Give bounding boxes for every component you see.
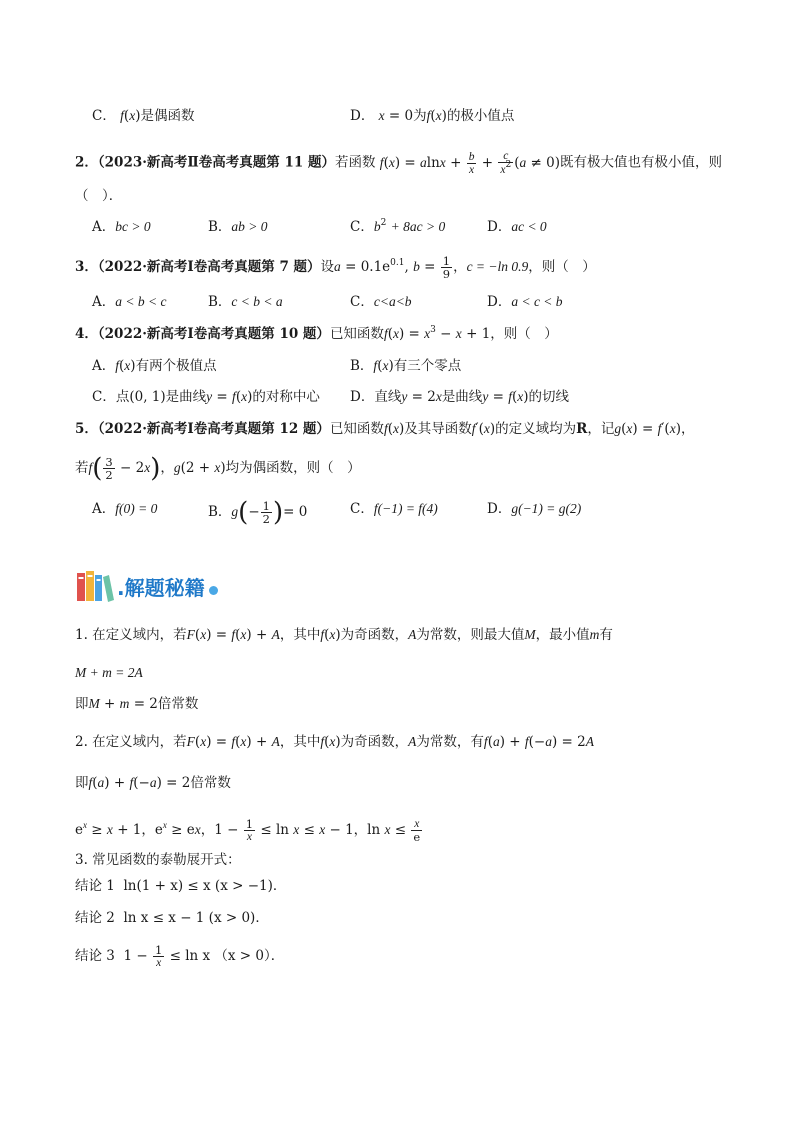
question-number: 2． — [75, 154, 98, 171]
section-title: .解题秘籍 — [117, 575, 205, 600]
option-label: B． — [208, 294, 232, 310]
option-label: A． — [92, 501, 116, 517]
math-expr: c = −ln 0.9 — [466, 259, 529, 274]
question-3-stem — [75, 255, 596, 280]
stem-text: 若函数 — [335, 154, 376, 171]
note-3: 3. 常见函数的泰勒展开式： — [75, 852, 241, 868]
option-text-3: 的对称中心 — [252, 389, 320, 405]
option-text: a < b < c — [115, 294, 167, 309]
q5-option-b: B．g(− $\frac{1}{2}$ )= 0 — [208, 497, 308, 528]
option-label: C． — [350, 219, 374, 235]
conclusion-3: 结论 3 1 − $\frac{1}{x}$ ≤ ln x （x > 0）． — [75, 943, 285, 969]
stem-sep: ， — [160, 460, 174, 476]
stem-text: 设 — [320, 259, 335, 275]
option-text: + 8ac > 0 — [390, 219, 446, 234]
option-label: A． — [92, 294, 116, 310]
note-text-4: 为常数，则最大值 — [416, 627, 525, 643]
note-text-5: ，最小值 — [535, 627, 590, 643]
option-text-2: 是曲线 — [441, 389, 483, 405]
question-source: （2022·新高考Ⅰ卷高考真题第 12 题） — [97, 421, 330, 437]
math-expr: f — [120, 108, 124, 123]
conclusion-text: ≤ ln x （x > 0）． — [169, 948, 285, 964]
note-text-3: 为奇函数， — [340, 734, 409, 750]
q5-option-d — [487, 500, 581, 518]
conclusion-1 — [75, 877, 286, 895]
stem-text: 若 — [75, 460, 89, 476]
q4-option-c: C．点(0, 1)是曲线y = f(x)的对称中心 — [92, 389, 320, 405]
math-expr: $f(x) = x^3 - x + 1$ — [383, 325, 491, 342]
option-label: C． — [350, 294, 374, 310]
note-text: 1. 在定义域内，若 — [75, 627, 187, 643]
question-number: 5． — [75, 421, 98, 437]
stem-sep: ， — [453, 259, 467, 275]
conclusion-label: 结论 1 — [75, 878, 115, 894]
separator: ， — [141, 822, 155, 838]
stem-text-3: 的定义域均为 — [495, 421, 577, 437]
option-label: B． — [208, 219, 232, 235]
option-text: bc > 0 — [115, 219, 151, 234]
q5-option-c — [350, 500, 438, 518]
option-text: 点 — [115, 389, 130, 405]
option-label: C． — [92, 108, 116, 124]
option-text: 有三个零点 — [393, 358, 462, 374]
q2-option-a — [92, 218, 151, 236]
note-1: 1. 在定义域内，若F(x) = f(x) + A，其中f(x)为奇函数，A为常数，则最大值M，最小值m有 — [75, 627, 613, 643]
note-text-2: 倍常数 — [157, 696, 199, 712]
option-label: D． — [487, 294, 512, 310]
inequalities-line: $e^x \ge x + 1$，$e^x$ ≥ ex，1 − $\frac{1}{x}$ ≤ ln x ≤ x − 1，ln x ≤ $\frac{x}{e}$ — [75, 817, 421, 844]
question-2-stem — [75, 150, 722, 176]
section-header — [75, 566, 218, 606]
option-text: f(−1) = f(4) — [373, 501, 438, 516]
q3-option-d — [487, 293, 563, 311]
note-text-2: ，其中 — [279, 734, 321, 750]
note-text-3: 为奇函数， — [340, 627, 409, 643]
option-text: a < c < b — [511, 294, 563, 309]
option-label: A． — [92, 358, 116, 374]
q3-option-b — [208, 293, 283, 311]
title-dot-icon — [209, 586, 218, 595]
note-2-conclusion: 即f(a) + f(−a) = 2倍常数 — [75, 775, 231, 791]
q4-option-d: D．直线y = 2x是曲线y = f(x)的切线 — [350, 389, 570, 405]
stem-set-R: R — [576, 421, 588, 437]
stem-text-2: ，则（ ） — [528, 259, 596, 275]
option-text-2: 的极小值点 — [446, 108, 515, 124]
option-label: D． — [350, 389, 375, 405]
option-text: 是偶函数 — [140, 108, 195, 124]
option-text: 直线 — [374, 389, 402, 405]
note-2: 2. 在定义域内，若F(x) = f(x) + A，其中f(x)为奇函数，A为常数，有f(a) + f(−a) = 2A — [75, 734, 594, 750]
stem-text-2: 及其导函数 — [404, 421, 472, 437]
option-label: C． — [350, 501, 374, 517]
stem-text: 已知函数 — [329, 326, 384, 342]
stem-text-2: ，则（ ） — [490, 326, 558, 342]
option-text: 为 — [413, 108, 427, 124]
option-label: C． — [92, 389, 116, 405]
note-text: 2. 在定义域内，若 — [75, 734, 187, 750]
note-1-conclusion: 即M + m = 2倍常数 — [75, 696, 199, 712]
question-5-line2: 若f( $\frac{3}{2}$ − 2x)，g(2 + x)均为偶函数，则（ ） — [75, 453, 361, 484]
question-5-stem: 5．（2022·新高考Ⅰ卷高考真题第 12 题）已知函数f(x)及其导函数f′(x)的定义域均为R，记g(x) = f′(x)， — [75, 421, 695, 437]
conclusion-text: ln(1 + x) ≤ x (x > −1)． — [123, 878, 287, 894]
q1-option-d: D． x = 0为f(x)的极小值点 — [350, 108, 515, 124]
option-label: D． — [487, 501, 512, 517]
books-icon — [75, 569, 115, 603]
note-text-6: 有 — [599, 627, 613, 643]
note-text-2: ，其中 — [279, 627, 321, 643]
note-text: 即 — [75, 775, 89, 791]
note-1-formula: M + m = 2A — [75, 665, 143, 680]
q3-option-a — [92, 293, 166, 311]
q2-option-d — [487, 218, 547, 236]
question-number: 4． — [75, 326, 98, 342]
question-4-stem — [75, 325, 558, 343]
option-text: ac < 0 — [511, 219, 547, 234]
option-text-3: 的切线 — [528, 389, 570, 405]
option-text: c<a<b — [373, 294, 412, 309]
math-expr: $a = 0.1e^{0.1}$, b = $\frac{1}{9}$ — [334, 254, 451, 281]
conclusion-2 — [75, 909, 269, 927]
option-label: A． — [92, 219, 116, 235]
option-text: = 0 — [283, 504, 308, 520]
math-expr: f(x) = alnx + $\frac{b}{x}$ + $\frac{c}{x^2}$ (a ≠ 0) — [379, 150, 560, 176]
stem-text-4: ，记 — [587, 421, 615, 437]
option-text: f(0) = 0 — [115, 501, 158, 516]
option-label: B． — [350, 358, 374, 374]
option-text: ab > 0 — [231, 219, 268, 234]
q2-option-c: C．$b^2 + 8ac > 0$ — [350, 218, 446, 235]
stem-text-2: 均为偶函数，则（ ） — [225, 460, 361, 476]
note-text-4: 为常数，有 — [416, 734, 484, 750]
note-text: 即 — [75, 696, 89, 712]
q2-option-b — [208, 218, 268, 236]
question-2-paren: （ ）． — [75, 188, 123, 204]
option-text-2: 是曲线 — [165, 389, 207, 405]
question-source: （2022·新高考Ⅰ卷高考真题第 10 题） — [97, 326, 330, 342]
option-label: D． — [350, 108, 375, 124]
conclusion-label: 结论 2 — [75, 910, 115, 926]
q4-option-b: B．f(x)有三个零点 — [350, 358, 462, 374]
q1-option-c: C． f(x)是偶函数 — [92, 108, 195, 124]
option-text: c < b < a — [231, 294, 283, 309]
option-text: 有两个极值点 — [135, 358, 217, 374]
note-text-2: 倍常数 — [190, 775, 231, 791]
question-source: （2022·新高考Ⅰ卷高考真题第 7 题） — [97, 259, 321, 275]
conclusion-label: 结论 3 — [75, 948, 115, 964]
option-text: g(−1) = g(2) — [511, 501, 582, 516]
question-source: （2023·新高考Ⅱ卷高考真题第 11 题） — [97, 154, 335, 171]
q5-option-a — [92, 500, 157, 518]
q3-option-c — [350, 293, 412, 311]
option-label: B． — [208, 504, 232, 520]
option-label: D． — [487, 219, 512, 235]
stem-text: 已知函数 — [329, 421, 384, 437]
question-number: 3． — [75, 259, 98, 275]
stem-text-2: 既有极大值也有极小值，则 — [559, 154, 722, 171]
q4-option-a: A．f(x)有两个极值点 — [92, 358, 217, 374]
conclusion-text: ln x ≤ x − 1 (x > 0)． — [123, 910, 269, 926]
